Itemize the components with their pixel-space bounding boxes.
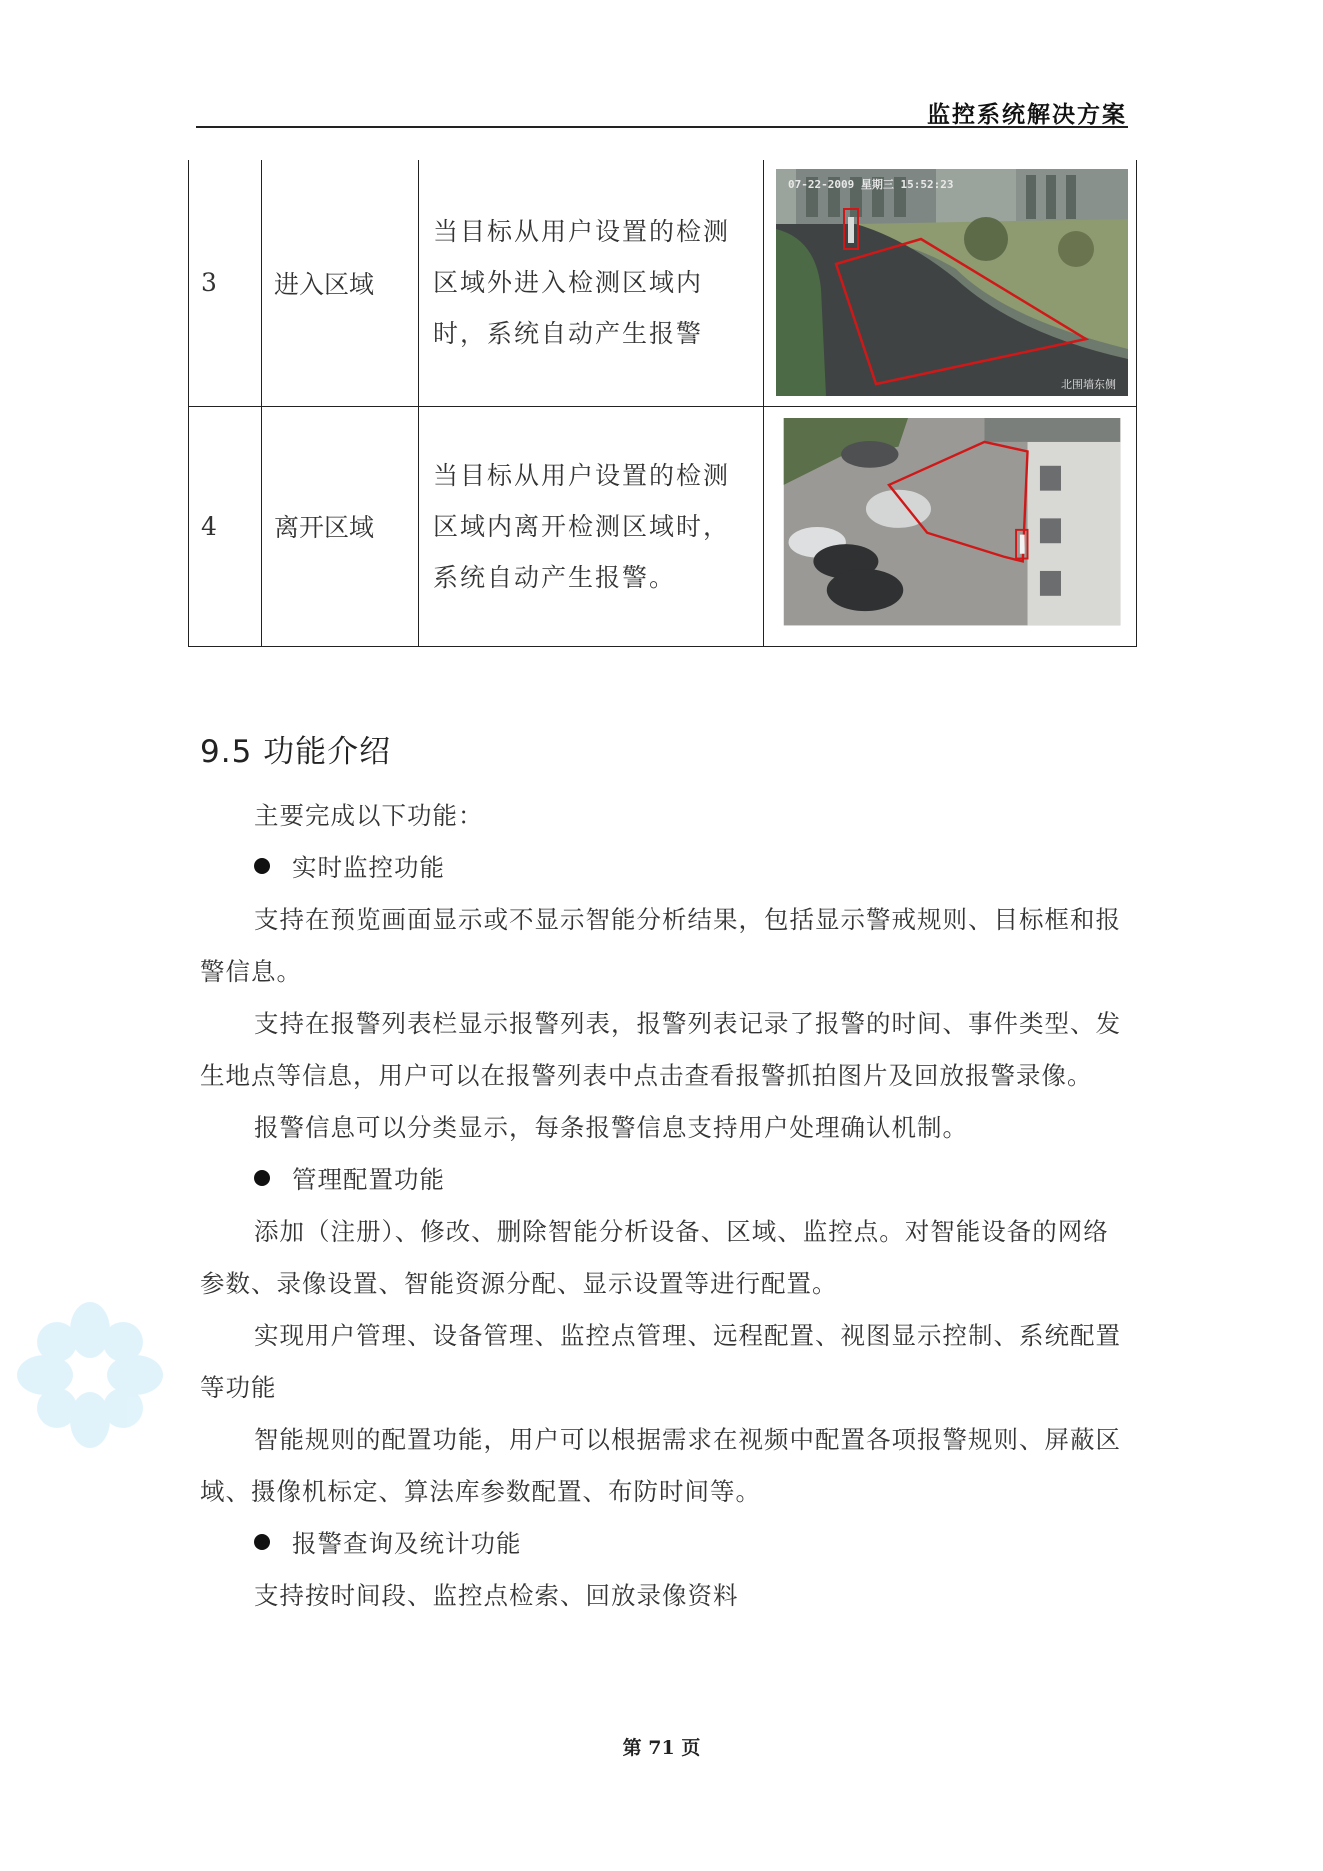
watermark-flower-icon	[15, 1300, 165, 1450]
bullet-label: 实时监控功能	[292, 853, 445, 882]
detection-rules-table	[188, 160, 1137, 647]
paragraph: 报警信息可以分类显示，每条报警信息支持用户处理确认机制。	[254, 1113, 968, 1142]
rule-description: 当目标从用户设置的检测区域外进入检测区域内时，系统自动产生报警	[419, 160, 764, 406]
bullet-dot-icon	[254, 858, 270, 874]
rule-name: 进入区域	[262, 160, 419, 406]
bullet-heading	[200, 1518, 1126, 1570]
row-number: 3	[189, 160, 262, 406]
paragraph: 支持按时间段、监控点检索、回放录像资料	[254, 1581, 739, 1610]
bullet-heading	[200, 1154, 1126, 1206]
table-row	[189, 160, 1137, 406]
bullet-heading	[200, 842, 1126, 894]
paragraph: 支持在报警列表栏显示报警列表，报警列表记录了报警的时间、事件类型、发生地点等信息，用户可以在报警列表中点击查看报警抓拍图片及回放报警录像。	[200, 1009, 1121, 1090]
bullet-dot-icon	[254, 1534, 270, 1550]
page-number: 第 71 页	[622, 1737, 701, 1759]
rule-image-cell	[764, 406, 1137, 646]
bullet-dot-icon	[254, 1170, 270, 1186]
section-title: 9.5 功能介绍	[200, 734, 392, 770]
intro-paragraph: 主要完成以下功能：	[254, 801, 484, 830]
enter-zone-camera-image	[776, 169, 1128, 396]
rule-image-cell	[764, 160, 1137, 406]
paragraph: 添加（注册）、修改、删除智能分析设备、区域、监控点。对智能设备的网络参数、录像设置、智能资源分配、显示设置等进行配置。	[200, 1217, 1109, 1298]
bullet-label: 管理配置功能	[292, 1165, 445, 1194]
header-title: 监控系统解决方案	[927, 101, 1127, 128]
row-number: 4	[189, 406, 262, 646]
bullet-label: 报警查询及统计功能	[292, 1529, 522, 1558]
header-rule	[196, 126, 1128, 128]
camera-caption: 北围墙东侧	[1061, 378, 1116, 392]
paragraph: 支持在预览画面显示或不显示智能分析结果，包括显示警戒规则、目标框和报警信息。	[200, 905, 1121, 986]
leave-zone-camera-image	[776, 418, 1128, 635]
rule-description: 当目标从用户设置的检测区域内离开检测区域时，系统自动产生报警。	[419, 406, 764, 646]
section-body	[200, 790, 1126, 1622]
table-row	[189, 406, 1137, 646]
paragraph: 智能规则的配置功能，用户可以根据需求在视频中配置各项报警规则、屏蔽区域、摄像机标定、算法库参数配置、布防时间等。	[200, 1425, 1121, 1506]
camera-timestamp: 07-22-2009 星期三 15:52:23	[788, 178, 954, 192]
rule-name: 离开区域	[262, 406, 419, 646]
paragraph: 实现用户管理、设备管理、监控点管理、远程配置、视图显示控制、系统配置等功能	[200, 1321, 1121, 1402]
